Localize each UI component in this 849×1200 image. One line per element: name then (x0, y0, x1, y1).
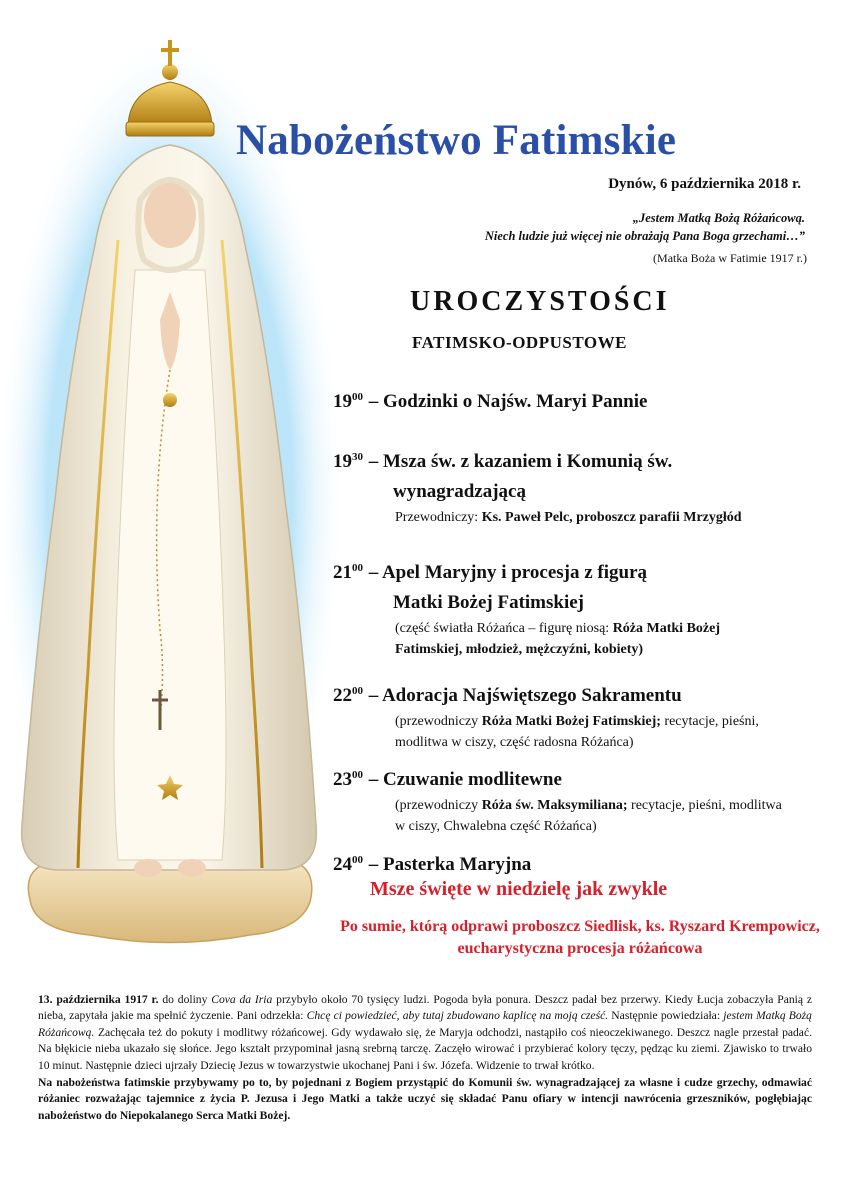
event-note-rest: recytacje, pieśni, modlitwa w ciszy, część radosna Różańca) (395, 714, 759, 750)
event-title: – Adoracja Najświętszego Sakramentu (364, 685, 682, 706)
event-note (333, 618, 775, 660)
event-time-title (333, 845, 813, 880)
history-date: 13. października 1917 r. (38, 993, 159, 1006)
history-text: do doliny (158, 993, 212, 1006)
event-note (333, 507, 813, 528)
event-title: – Czuwanie modlitewne (364, 769, 562, 790)
event-note-plain: (przewodniczy (395, 714, 482, 729)
event-minutes: 00 (352, 562, 363, 574)
event-time-title (333, 382, 813, 417)
event-note-bold: Róża św. Maksymiliana; (481, 798, 628, 813)
history-text: przybyło około 70 tysięcy ludzi. Pogoda była ponura. Deszcz padał bez przerwy. Kiedy Łucja zobaczyła Panią z nieba, zapytała jakie ma spełnić życzenie. Pani odrzekła: (38, 993, 812, 1023)
history-text: Następnie powiedziała: (608, 1009, 724, 1023)
event-note-bold: Róża Matki Bożej Fatimskiej; (481, 714, 661, 729)
event-item (333, 442, 813, 528)
event-item (333, 676, 813, 753)
history-section (38, 992, 812, 1124)
event-note-plain: (część światła Różańca – figurę niosą: (395, 621, 613, 636)
event-hour: 19 (333, 451, 352, 472)
event-time-title (333, 760, 813, 795)
quote-source: (Matka Boża w Fatimie 1917 r.) (653, 251, 807, 265)
sunday-masses-note: Msze święte w niedzielę jak zwykle (370, 878, 668, 900)
event-item (333, 553, 813, 660)
event-title: – Pasterka Maryjna (364, 854, 532, 875)
event-note-plain: Przewodniczy: (395, 510, 482, 525)
event-minutes: 00 (352, 769, 363, 781)
event-note-bold: Ks. Paweł Pelc, proboszcz parafii Mrzygłód (481, 510, 742, 525)
page-title: Nabożeństwo Fatimskie (236, 117, 677, 164)
event-title: – Msza św. z kazaniem i Komunią św. (364, 451, 673, 472)
event-minutes: 00 (352, 854, 363, 866)
event-title-continued: wynagradzającą (393, 481, 526, 502)
event-item (333, 382, 813, 417)
rosary-procession-note: Po sumie, którą odprawi proboszcz Siedlisk, ks. Ryszard Krempowicz, eucharystyczna procesja różańcowa (340, 918, 820, 957)
event-hour: 21 (333, 562, 352, 583)
event-note (333, 795, 785, 837)
history-place: Cova da Iria (211, 993, 273, 1006)
event-hour: 23 (333, 769, 352, 790)
heading-main: UROCZYSTOŚCI (410, 286, 670, 317)
event-time-title (333, 553, 813, 588)
event-hour: 24 (333, 854, 352, 875)
history-quote: jestem Matką Bożą Różańcową. (38, 1009, 812, 1039)
event-note-rest: recytacje, pieśni, modlitwa w ciszy, Chwalebna część Różańca) (395, 798, 782, 834)
event-title: – Godzinki o Najśw. Maryi Pannie (364, 391, 648, 412)
event-note-plain: (przewodniczy (395, 798, 482, 813)
history-paragraph (38, 992, 812, 1074)
event-title-continued: Matki Bożej Fatimskiej (393, 592, 585, 613)
event-minutes: 00 (352, 685, 363, 697)
event-item (333, 760, 813, 837)
event-title: – Apel Maryjny i procesja z figurą (364, 562, 648, 583)
event-hour: 19 (333, 391, 352, 412)
heading-sub: FATIMSKO-ODPUSTOWE (412, 333, 627, 352)
history-text: Zachęcała też do pokuty i modlitwy różańcowej. Gdy wydawało się, że Maryja odchodzi, nastąpiło coś nieoczekiwanego. Deszcz nagle przestał padać. Na błękicie nieba ukazało się słońce. Jego kształt przypominał jasną srebrną tarczę. Zaczęło wirować i przybierać kolory tęczy, pędząc ku ziemi. Zjawisko to trwało 10 minut. Następnie dzieci ujrzały Dziecię Jezus w towarzystwie ukochanej Pani i św. Józefa. Widzenie to trwał krótko. (38, 1025, 812, 1072)
our-lady-of-fatima-statue-image (0, 30, 340, 990)
closing-paragraph: Na nabożeństwa fatimskie przybywamy po to, by pojednani z Bogiem przystąpić do Komunii św. wynagradzającej za własne i cudze grzechy, odmawiać różaniec rozważając tajemnice z życia P. Jezusa i Jego Matki a także uczyć się składać Panu ofiary w intencji nawrócenia grzeszników, pogłębiając nabożeństwo do Niepokalanego Serca Matki Bożej. (38, 1076, 812, 1122)
quote-line-2: Niech ludzie już więcej nie obrażają Pana Boga grzechami…” (484, 229, 805, 243)
history-quote: Chcę ci powiedzieć, aby tutaj zbudowano kaplicę na moją cześć. (306, 1009, 609, 1023)
event-minutes: 00 (352, 391, 363, 403)
event-note-bold: Róża Matki Bożej Fatimskiej, młodzież, mężczyźni, kobiety) (395, 621, 720, 657)
quote-line-1: „Jestem Matką Bożą Różańcową. (632, 211, 805, 225)
event-time-title (333, 676, 813, 711)
marian-quote (485, 209, 805, 245)
event-minutes: 30 (352, 451, 363, 463)
event-item (333, 845, 813, 880)
dateline: Dynów, 6 października 2018 r. (608, 176, 801, 192)
event-note (333, 711, 775, 753)
event-hour: 22 (333, 685, 352, 706)
event-time-title (333, 442, 813, 477)
